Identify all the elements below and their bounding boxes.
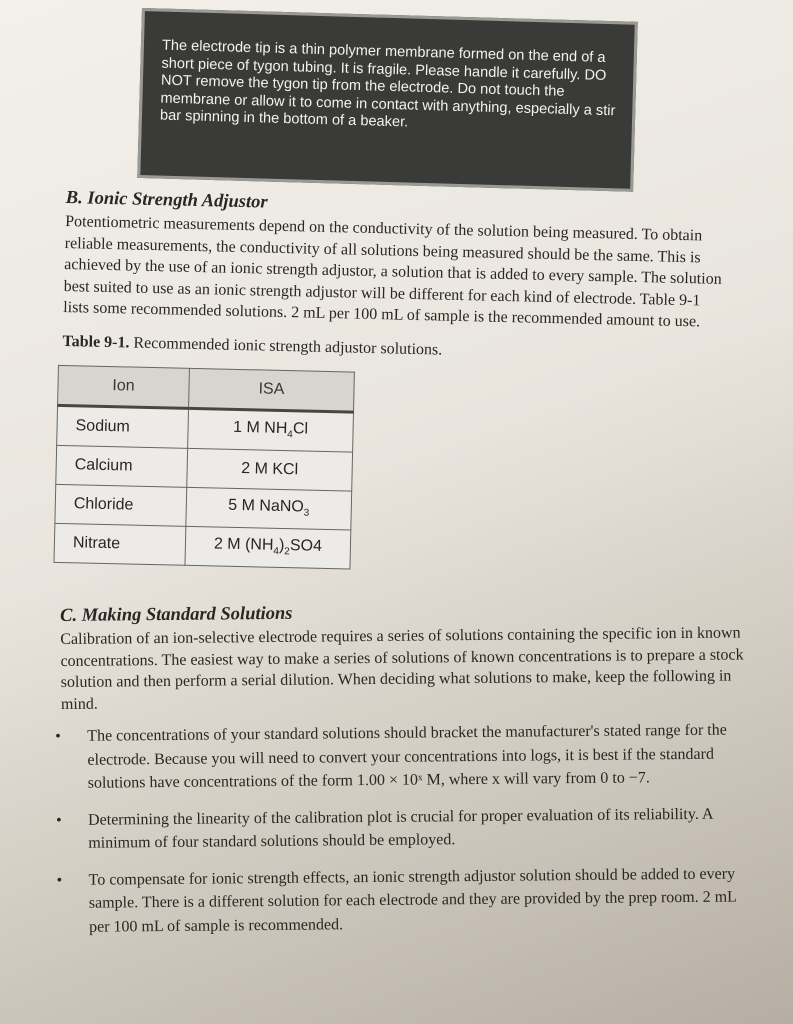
- table-header-row: [58, 365, 355, 412]
- isa-cell: 1 M $NH_4Cl$: [188, 408, 354, 452]
- ion-cell: Sodium: [57, 405, 189, 448]
- warning-text: The electrode tip is a thin polymer membrane formed on the end of a short piece of tygon tubing. It is fragile. Please handle it carefully. DO NOT remove the tygon tip from the electrode. Do not touch the membrane or allow it to come in contact with anything, especially a stir bar spinning in the bottom of a beaker.: [159, 37, 616, 131]
- table-row: [57, 405, 354, 452]
- table-row: [55, 484, 352, 530]
- table-caption-text: Recommended ionic strength adjustor solutions.: [133, 334, 443, 359]
- list-item: • To compensate for ionic strength effects, an ionic strength adjustor solution should be added to every sample. There is a different solution for each electrode and they are provided by the prep room. 2 mL per 100 mL of sample is recommended.: [56, 865, 737, 936]
- warning-box: [137, 8, 638, 192]
- isa-cell: 2 M KCl: [187, 448, 353, 491]
- isa-table: [54, 364, 355, 569]
- ion-cell: Chloride: [55, 484, 187, 526]
- section-c-body: Calibration of an ion-selective electrode requires a series of solutions containing the specific ion in known concentrations. The easiest way to make a series of solutions of known concentrations is to prepare a stock solution and then perform a serial dilution. When deciding what solutions to make, keep the following in mind.: [60, 624, 744, 713]
- header-isa: ISA: [189, 368, 355, 412]
- isa-cell: 2 M $(NH_4)_2SO4$: [185, 526, 351, 569]
- section-b-title: B. Ionic Strength Adjustor: [65, 188, 268, 213]
- bullet-icon: •: [55, 811, 62, 829]
- list-item: • Determining the linearity of the calibration plot is crucial for proper evaluation of its reliability. A minimum of four standard solutions should be employed.: [55, 805, 713, 852]
- ion-cell: Calcium: [56, 445, 188, 487]
- isa-cell: 5 M NaNO$_3$: [186, 487, 352, 530]
- bullet-icon: •: [55, 727, 61, 746]
- header-ion: Ion: [58, 365, 190, 408]
- bullet-list: [55, 718, 753, 939]
- section-c-title: C. Making Standard Solutions: [60, 603, 293, 626]
- section-making-standard-solutions: [55, 599, 753, 952]
- section-ionic-strength-adjustor: [58, 188, 726, 577]
- table-row: [56, 445, 353, 491]
- list-item: • The concentrations of your standard solutions should bracket the manufacturer's stated range for the electrode. Because you will need to convert your concentrations into logs, it is best if the standard solutions have concentrations of the form 1.00 × 10ˣ M, where x will vary from 0 to −7.: [55, 721, 727, 792]
- bullet-icon: •: [56, 871, 63, 889]
- table-caption: [62, 332, 722, 365]
- table-caption-label: Table 9-1.: [62, 332, 130, 351]
- table-row: [54, 523, 351, 569]
- ion-cell: Nitrate: [54, 523, 186, 565]
- section-b-body: Potentiometric measurements depend on the conductivity of the solution being measured. To obtain reliable measurements, the conductivity of all solutions being measured should be the same. This is achieved by the use of an ionic strength adjustor, a solution that is added to every sample. The solution best suited to use as an ionic strength adjustor will be different for each kind of electrode. Table 9-1 lists some recommended solutions. 2 mL per 100 mL of sample is the recommended amount to use.: [63, 212, 722, 331]
